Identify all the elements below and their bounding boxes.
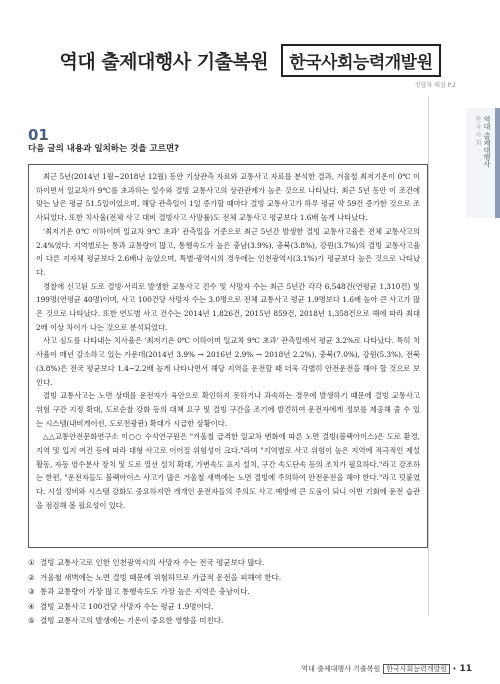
footer-label: 역대 출제대행사 기출복원 [301, 665, 381, 673]
publisher-box: 한국사회능력개발원 [281, 44, 440, 77]
passage-box [28, 164, 428, 548]
answer-option-4[interactable] [28, 600, 428, 615]
side-tab [466, 108, 500, 218]
passage-paragraph: 결빙 교통사고는 노면 상태를 운전자가 육안으로 확인하지 못하거나 과속하는 경우에 발생하기 때문에 결빙 교통사고 위험 구간 지정 확대, 도로순찰 강화 등의 대책 요구 및 결빙 구간을 조기에 발견하여 운전자에게 정보를 제공해 줄 수 있는 시스템(내비게이션, 도로전광판) 확대가 시급한 상황이다. [36, 391, 420, 428]
page-footer [301, 664, 472, 674]
answer-options [28, 556, 428, 629]
footer-publisher-box: 한국사회능력개발원 [383, 664, 450, 674]
question-text: 다음 글의 내용과 일치하는 것을 고르면? [28, 144, 180, 154]
option-number: ④ [28, 601, 35, 611]
option-number: ⑤ [28, 616, 35, 625]
option-text: 겨울철 새벽에는 노면 결빙 때문에 위험하므로 가급적 운전을 피해야 한다. [40, 572, 282, 582]
answer-option-1[interactable] [28, 556, 428, 571]
side-tab-sub-label: 한 국 사 회 [474, 116, 481, 146]
answer-reference: 정답과 해설 P.2 [414, 82, 456, 89]
option-text: 통과 교통량이 가장 많고 통행속도도 가장 높은 지역은 충남이다. [40, 587, 250, 596]
option-text: 결빙 교통사고의 발생에는 기온이 중요한 영향을 미친다. [40, 616, 224, 625]
side-tab-label: 역대 출제대행사 [483, 116, 491, 168]
option-text: 결빙 교통사고로 인한 인천광역시의 사망자 수는 전국 평균보다 많다. [40, 558, 265, 567]
passage-paragraph: △△교통안전문화연구소 이○○ 수석연구원은 "겨울철 급격한 일교차 변화에 따른 노면 결빙(블랙아이스)은 도로 환경, 지역 및 입지 여건 등에 따라 대형 사고로 이어질 위험성이 크다."라며 "지역별로 사고 위험이 높은 지역에 적극적인 제설 활동, 자동 염수분사 장치 및 도로 열선 설치 확대, 가변속도 표지 설치, 구간 속도단속 등의 조치가 필요하다."라고 강조하는 한편, "운전자들도 블랙아이스 사고가 많은 겨울철 새벽에는 노면 결빙에 주의하여 안전운전을 해야 한다."라고 덧붙였다. 시설 정비와 시스템 강화도 중요하지만 개개인 운전자들의 주의도 사고 예방에 큰 도움이 되니 이번 기회에 운전 습관을 점검해 볼 필요성이 있다. [36, 432, 420, 510]
side-tab-accent [495, 108, 500, 218]
answer-option-5[interactable] [28, 614, 428, 629]
answer-option-2[interactable] [28, 571, 428, 586]
page-title: 역대 출제대행사 기출복원 [59, 51, 269, 73]
page-number: 11 [459, 664, 472, 674]
passage-paragraph: 최근 5년(2014년 1월~2018년 12월) 동안 기상관측 자료와 교통사고 자료를 분석한 결과, 겨울철 최저기온이 0℃ 이하이면서 일교차가 9℃를 초과하는 일수와 결빙 교통사고의 상관관계가 높은 것으로 나타났다. 최근 5년 동안 이 조건에 맞는 날은 평균 51.5일이었으며, 해당 관측일이 1일 증가할 때마다 결빙 교통사고가 하루 평균 약 59건 증가한 것으로 조사되었다. 또한 치사율(전체 사고 대비 결빙사고 사망률)도 전체 교통사고 평균보다 1.6배 높게 나타났다. [36, 172, 420, 223]
page-header [0, 44, 500, 77]
option-number: ② [28, 572, 35, 582]
passage-paragraph: '최저기온 0℃ 이하이며 일교차 9℃ 초과' 관측일을 기준으로 최근 5년간 발생한 결빙 교통사고율은 전체 교통사고의 2.4%였다. 지역별로는 통과 교통량이 많고, 통행속도가 높은 충남(3.9%), 충북(3.8%), 강원(3.7%)의 결빙 교통사고율이 다른 지자체 평균보다 2.6배나 높았으며, 특별·광역시의 경우에는 인천광역시(3.1%)가 평균보다 높은 것으로 나타났다. [36, 226, 420, 277]
passage-paragraph: 경찰에 신고된 도로 결빙·서리로 발생한 교통사고 건수 및 사망자 수는 최근 5년간 각각 6,548건(연평균 1,310건) 및 199명(연평균 40명)이며, 사고 100건당 사망자 수는 3.0명으로 전체 교통사고 평균 1.9명보다 1.6배 높아 큰 사고가 많은 것으로 나타났다. 또한 연도별 사고 건수는 2014년 1,826건, 2015년 859건, 2018년 1,358건으로 해에 따라 최대 2배 이상 차이가 나는 것으로 분석되었다. [36, 281, 421, 332]
option-number: ① [28, 558, 35, 567]
option-text: 결빙 교통사고 100건당 사망자 수는 평균 1.9명이다. [40, 601, 214, 611]
answer-option-3[interactable] [28, 585, 428, 600]
side-divider [428, 96, 429, 616]
option-number: ③ [28, 587, 35, 596]
passage-paragraph: 사고 심도를 나타내는 치사율은 '최저기온 0℃ 이하이며 일교차 9℃ 초과' 관측일에서 평균 3.2%로 나타났다. 특히 치사율이 매년 감소하고 있는 가운데(2014년 3.9% → 2016년 2.9% → 2018년 2.2%), 충북(7.0%), 강원(5.3%), 전북(3.8%)은 전국 평균보다 1.4~2.2배 높게 나타나면서 해당 지역을 운전할 때 더욱 각별히 안전운전을 해야 할 것으로 보인다. [36, 336, 420, 387]
footer-separator: • [452, 665, 457, 673]
question-number: 01 [28, 126, 49, 144]
